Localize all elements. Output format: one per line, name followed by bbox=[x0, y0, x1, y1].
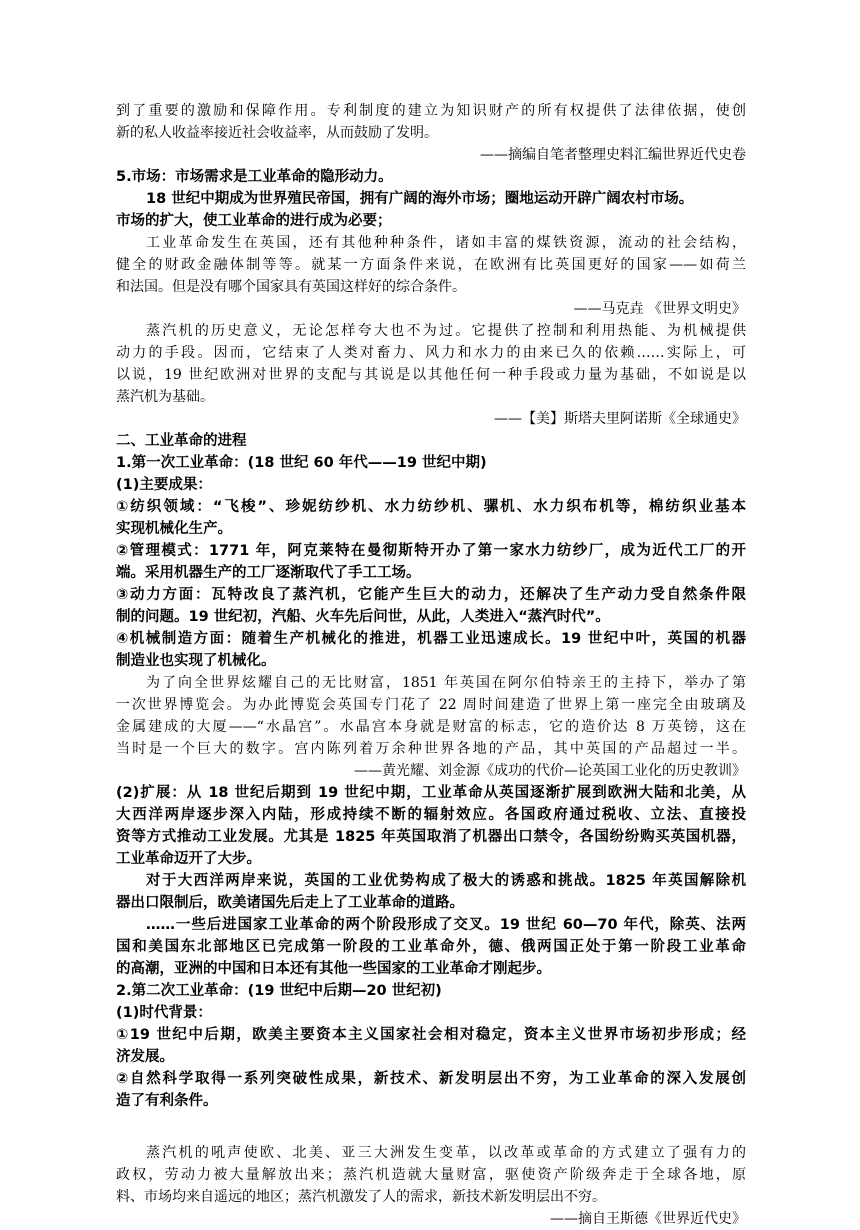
sub-heading: (1)时代背景： bbox=[116, 1005, 212, 1021]
quote-line: 当时是一个巨大的数字。宫内陈列着万余种世界各地的产品，其中英国的产品超过一半。 bbox=[116, 741, 746, 757]
text-line: 制的问题。19 世纪初，汽船、火车先后问世，从此，人类进入“蒸汽时代”。 bbox=[116, 609, 610, 625]
quote-line: 和法国。但是没有哪个国家具有英国这样好的综合条件。 bbox=[116, 279, 466, 295]
citation: ——马克垚 《世界文明史》 bbox=[573, 301, 746, 317]
quote-line: 一次世界博览会。为办此博览会英国专门花了 22 周时间建造了世界上第一座完全由玻璃及 bbox=[116, 697, 746, 713]
quote-line: 工业革命发生在英国，还有其他种种条件，诸如丰富的煤铁资源，流动的社会结构， bbox=[146, 235, 746, 251]
quote-line: 健全的财政金融体制等等。就某一方面条件来说，在欧洲有比英国更好的国家——如荷兰 bbox=[116, 257, 746, 273]
text-line: 资等方式推动工业发展。尤其是 1825 年英国取消了机器出口禁令，各国纷纷购买英国机器， bbox=[116, 829, 746, 845]
text-line: ③动力方面：瓦特改良了蒸汽机，它能产生巨大的动力，还解决了生产动力受自然条件限 bbox=[116, 587, 746, 603]
text-line: ④机械制造方面：随着生产机械化的推进，机器工业迅速成长。19 世纪中叶，英国的机器 bbox=[116, 631, 746, 647]
section-heading: 二、工业革命的进程 bbox=[116, 433, 247, 449]
text-line: (2)扩展：从 18 世纪后期到 19 世纪中期，工业革命从英国逐渐扩展到欧洲大陆和北美，从 bbox=[116, 785, 746, 801]
text-line: 器出口限制后，欧美诸国先后走上了工业革命的道路。 bbox=[116, 895, 464, 911]
text-line: 国和美国东北部地区已完成第一阶段的工业革命外，德、俄两国正处于第一阶段工业革命 bbox=[116, 939, 746, 955]
text-line: ②自然科学取得一系列突破性成果，新技术、新发明层出不穷，为工业革命的深入发展创 bbox=[116, 1071, 746, 1087]
text-line: 制造业也实现了机械化。 bbox=[116, 653, 276, 669]
citation: ——摘编自笔者整理史料汇编世界近代史卷 bbox=[480, 147, 746, 163]
quote-line: 料、市场均来自遥远的地区；蒸汽机激发了人的需求，新技术新发明层出不穷。 bbox=[116, 1189, 606, 1205]
text-line: 18 世纪中期成为世界殖民帝国，拥有广阔的海外市场；圈地运动开辟广阔农村市场。 bbox=[146, 191, 694, 207]
text-line: 到了重要的激励和保障作用。专利制度的建立为知识财产的所有权提供了法律依据，使创 bbox=[116, 103, 746, 119]
text-line: 对于大西洋两岸来说，英国的工业优势构成了极大的诱惑和挑战。1825 年英国解除机 bbox=[146, 873, 746, 889]
quote-line: 蒸汽机为基础。 bbox=[116, 389, 214, 405]
spacer bbox=[116, 1112, 746, 1142]
text-line: 济发展。 bbox=[116, 1049, 174, 1065]
text-line: 市场的扩大，使工业革命的进行成为必要； bbox=[116, 213, 392, 229]
text-line: 新的私人收益率接近社会收益率，从而鼓励了发明。 bbox=[116, 125, 438, 141]
citation: ——摘自王斯德《世界近代史》 bbox=[550, 1211, 746, 1227]
text-line: ①19 世纪中后期，欧美主要资本主义国家社会相对稳定，资本主义世界市场初步形成；经 bbox=[116, 1027, 746, 1043]
sub-heading: 1.第一次工业革命：(18 世纪 60 年代——19 世纪中期) bbox=[116, 455, 487, 471]
text-line: 的高潮，亚洲的中国和日本还有其他一些国家的工业革命才刚起步。 bbox=[116, 961, 551, 977]
section-heading: 5.市场：市场需求是工业革命的隐形动力。 bbox=[116, 169, 393, 185]
quote-line: 蒸汽机的吼声使欧、北美、亚三大洲发生变革，以改革或革命的方式建立了强有力的 bbox=[146, 1145, 746, 1161]
text-line: ①纺织领域：“飞梭”、珍妮纺纱机、水力纺纱机、骡机、水力织布机等，棉纺织业基本 bbox=[116, 499, 746, 515]
quote-line: 政权，劳动力被大量解放出来；蒸汽机造就大量财富，驱使资产阶级奔走于全球各地，原 bbox=[116, 1167, 746, 1183]
text-line: 实现机械化生产。 bbox=[116, 521, 232, 537]
quote-line: 动力的手段。因而，它结束了人类对畜力、风力和水力的由来已久的依赖……实际上，可 bbox=[116, 345, 746, 361]
citation: ——【美】斯塔夫里阿诺斯《全球通史》 bbox=[494, 411, 746, 427]
quote-line: 蒸汽机的历史意义，无论怎样夸大也不为过。它提供了控制和利用热能、为机械提供 bbox=[146, 323, 746, 339]
text-line: ……一些后进国家工业革命的两个阶段形成了交叉。19 世纪 60—70 年代，除英、法两 bbox=[146, 917, 746, 933]
text-line: 大西洋两岸逐步深入内陆，形成持续不断的辐射效应。各国政府通过税收、立法、直接投 bbox=[116, 807, 746, 823]
document-page bbox=[116, 100, 746, 1230]
citation: ——黄光耀、刘金源《成功的代价—论英国工业化的历史教训》 bbox=[354, 763, 746, 779]
sub-heading: (1)主要成果： bbox=[116, 477, 212, 493]
quote-line: 金属建成的大厦——“水晶宫”。水晶宫本身就是财富的标志，它的造价达 8 万英镑，这在 bbox=[116, 719, 746, 735]
text-line: ②管理模式：1771 年，阿克莱特在曼彻斯特开办了第一家水力纺纱厂，成为近代工厂的开 bbox=[116, 543, 746, 559]
quote-line: 以说，19 世纪欧洲对世界的支配与其说是以其他任何一种手段或力量为基础，不如说是以 bbox=[116, 367, 746, 383]
text-line: 端。采用机器生产的工厂逐渐取代了手工工场。 bbox=[116, 565, 421, 581]
quote-line: 为了向全世界炫耀自己的无比财富，1851 年英国在阿尔伯特亲王的主持下，举办了第 bbox=[146, 675, 746, 691]
text-line: 工业革命迈开了大步。 bbox=[116, 851, 261, 867]
text-line: 造了有利条件。 bbox=[116, 1093, 218, 1109]
sub-heading: 2.第二次工业革命：(19 世纪中后期—20 世纪初) bbox=[116, 983, 442, 999]
